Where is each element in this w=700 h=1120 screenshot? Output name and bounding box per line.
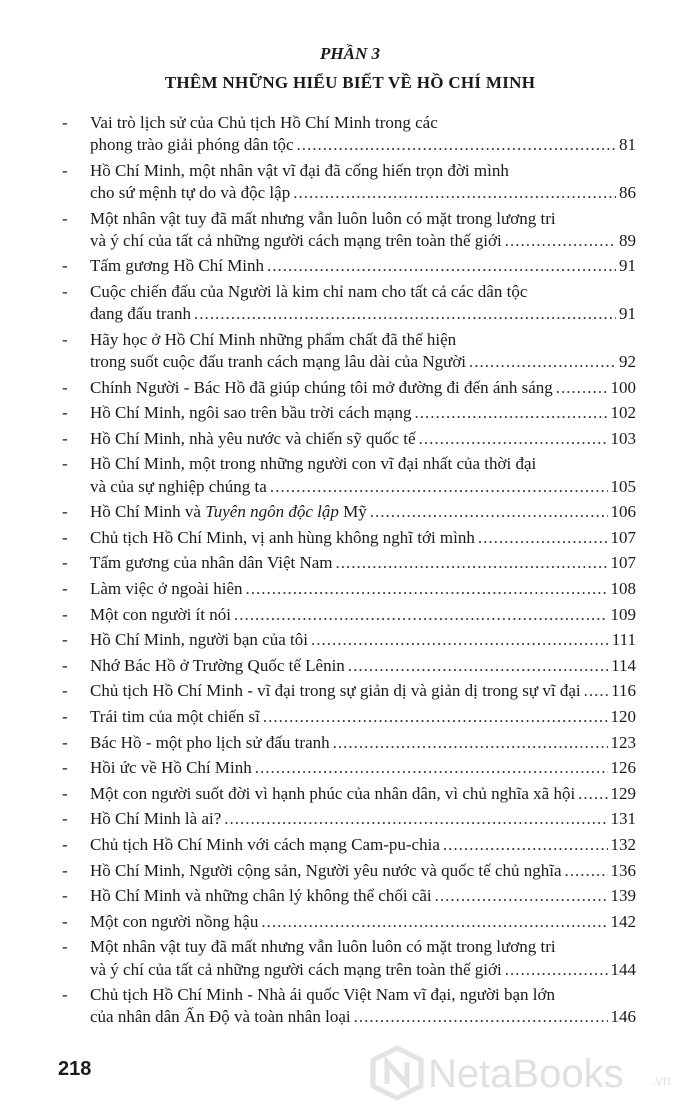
toc-title: Chính Người - Bác Hồ đã giúp chúng tôi mở đường đi đến ánh sáng bbox=[90, 377, 553, 397]
toc-page-number: 116 bbox=[611, 681, 636, 701]
toc-leader-dots bbox=[505, 230, 616, 252]
toc-title: Hồ Chí Minh, người bạn của tôi bbox=[90, 630, 308, 650]
toc-page-number: 89 bbox=[619, 230, 636, 250]
toc-leader-dots bbox=[565, 860, 608, 882]
toc-title: cho sứ mệnh tự do và độc lập bbox=[90, 182, 291, 202]
toc-title: Làm việc ở ngoài hiên bbox=[90, 579, 243, 598]
toc-leader-dots bbox=[293, 182, 616, 204]
toc-title: đang đấu tranh bbox=[90, 304, 192, 324]
toc-title: Một nhân vật tuy đã mất nhưng vẫn luôn luôn có mặt trong lương tri bbox=[90, 208, 556, 228]
toc-title: Trái tim của một chiến sĩ bbox=[90, 707, 260, 726]
toc-line bbox=[90, 1006, 636, 1028]
toc-title: Cuộc chiến đấu của Người là kim chỉ nam cho tất cả các dân tộc bbox=[90, 282, 528, 301]
toc-page-number: 132 bbox=[610, 835, 636, 854]
toc-title: Hồ Chí Minh, ngôi sao trên bầu trời cách mạng bbox=[90, 403, 412, 423]
toc-line bbox=[90, 552, 636, 574]
toc-leader-dots bbox=[478, 527, 608, 549]
toc-page-number: 136 bbox=[610, 860, 636, 880]
toc-page-number: 105 bbox=[610, 476, 636, 496]
toc-page-number: 114 bbox=[611, 655, 636, 675]
toc-title: và của sự nghiệp chúng ta bbox=[90, 476, 267, 496]
toc-page-number: 142 bbox=[610, 911, 636, 931]
toc-line bbox=[90, 959, 636, 981]
toc-bullet: - bbox=[62, 454, 68, 474]
toc-title: Một con người nồng hậu bbox=[90, 911, 259, 931]
toc-line bbox=[90, 860, 636, 882]
toc-bullet: - bbox=[62, 732, 68, 752]
toc-title: Hãy học ở Hồ Chí Minh những phẩm chất đã thể hiện bbox=[90, 329, 457, 349]
toc-bullet: - bbox=[62, 860, 68, 880]
toc-title: Hồ Chí Minh, nhà yêu nước và chiến sỹ quốc tế bbox=[90, 428, 416, 448]
toc-page-number: 106 bbox=[610, 502, 636, 522]
toc-page-number: 146 bbox=[610, 1007, 636, 1027]
toc-page-number: 111 bbox=[611, 630, 636, 650]
toc-leader-dots bbox=[297, 134, 617, 156]
toc-leader-dots bbox=[443, 834, 608, 856]
toc-title: trong suốt cuộc đấu tranh cách mạng lâu dài của Người bbox=[90, 351, 467, 371]
toc-page-number: 81 bbox=[619, 135, 636, 155]
toc-page-number: 107 bbox=[610, 553, 636, 573]
toc-page-number: 100 bbox=[610, 377, 636, 397]
italic-title: Tuyên ngôn độc lập bbox=[205, 502, 339, 522]
toc-page-number: 108 bbox=[610, 579, 636, 598]
toc-line bbox=[90, 134, 636, 156]
toc-leader-dots bbox=[255, 757, 608, 779]
toc-line bbox=[90, 255, 636, 277]
toc-title: Chủ tịch Hồ Chí Minh với cách mạng Cam-pu-chia bbox=[90, 835, 440, 854]
toc-page-number: 139 bbox=[610, 886, 636, 906]
toc-page-number: 123 bbox=[610, 732, 636, 752]
toc-leader-dots bbox=[415, 402, 608, 424]
toc-line bbox=[90, 578, 636, 600]
toc-line bbox=[90, 604, 636, 626]
page-number: 218 bbox=[58, 1058, 92, 1080]
toc-bullet: - bbox=[62, 937, 68, 957]
toc-page-number: 91 bbox=[619, 256, 636, 276]
part-title: THÊM NHỮNG HIỂU BIẾT VỀ HỒ CHÍ MINH bbox=[164, 73, 536, 92]
toc-leader-dots bbox=[584, 680, 609, 702]
toc-bullet: - bbox=[62, 707, 68, 726]
toc-leader-dots bbox=[419, 428, 608, 450]
toc-page-number: 144 bbox=[610, 959, 636, 979]
toc-page-number: 109 bbox=[610, 604, 636, 624]
toc-bullet: - bbox=[62, 604, 68, 624]
toc-line bbox=[90, 680, 636, 702]
toc-line bbox=[90, 160, 636, 182]
part-label: PHẦN 3 bbox=[320, 44, 380, 63]
toc-bullet: - bbox=[62, 403, 68, 423]
toc-line bbox=[90, 911, 636, 933]
toc-title: phong trào giải phóng dân tộc bbox=[90, 135, 294, 155]
toc-title: Vai trò lịch sử của Chủ tịch Hồ Chí Minh trong các bbox=[90, 113, 438, 132]
toc-line bbox=[90, 329, 636, 351]
toc-leader-dots bbox=[234, 604, 608, 626]
toc-leader-dots bbox=[261, 911, 607, 933]
toc-title: Tấm gương Hồ Chí Minh bbox=[90, 256, 265, 276]
toc-title: và ý chí của tất cả những người cách mạng trên toàn thế giới bbox=[90, 230, 502, 250]
toc-bullet: - bbox=[62, 630, 68, 650]
toc-leader-dots bbox=[336, 552, 608, 574]
toc-line bbox=[90, 527, 636, 549]
toc-page-number: 107 bbox=[610, 527, 636, 547]
toc-title: Hồ Chí Minh, một nhân vật vĩ đại đã cống hiến trọn đời mình bbox=[90, 160, 509, 180]
toc-leader-dots bbox=[224, 808, 607, 830]
toc-bullet: - bbox=[62, 985, 68, 1005]
toc-title: Hồi ức về Hồ Chí Minh bbox=[90, 758, 252, 778]
toc-bullet: - bbox=[62, 527, 68, 547]
toc-bullet: - bbox=[62, 282, 68, 301]
toc-bullet: - bbox=[62, 886, 68, 906]
toc-line bbox=[90, 428, 636, 450]
toc-line bbox=[90, 182, 636, 204]
toc-leader-dots bbox=[556, 377, 608, 399]
toc-title: Nhớ Bác Hồ ở Trường Quốc tế Lênin bbox=[90, 655, 345, 675]
watermark bbox=[370, 1044, 690, 1104]
toc-line bbox=[90, 706, 636, 728]
toc-line bbox=[90, 885, 636, 907]
toc-bullet: - bbox=[62, 783, 68, 803]
toc-line bbox=[90, 936, 636, 958]
toc-page-number: 131 bbox=[610, 809, 636, 829]
toc-leader-dots bbox=[505, 959, 608, 981]
toc-page-number: 126 bbox=[610, 758, 636, 778]
watermark-brand: NetaBooks bbox=[428, 1052, 624, 1096]
toc-leader-dots bbox=[354, 1006, 608, 1028]
toc-title: Chủ tịch Hồ Chí Minh - vĩ đại trong sự giản dị và giản dị trong sự vĩ đại bbox=[90, 681, 581, 701]
toc-line bbox=[90, 112, 636, 134]
toc-page-number: 129 bbox=[610, 783, 636, 803]
toc-line bbox=[90, 732, 636, 754]
toc-line bbox=[90, 476, 636, 498]
netabooks-logo-icon bbox=[370, 1046, 424, 1100]
toc-bullet: - bbox=[62, 208, 68, 228]
toc-line bbox=[90, 629, 636, 651]
toc-line bbox=[90, 783, 636, 805]
toc-line bbox=[90, 655, 636, 677]
toc-title: của nhân dân Ấn Độ và toàn nhân loại bbox=[90, 1007, 351, 1027]
toc-leader-dots bbox=[246, 578, 608, 600]
toc-title: Chủ tịch Hồ Chí Minh - Nhà ái quốc Việt Nam vĩ đại, người bạn lớn bbox=[90, 985, 555, 1005]
toc-title: và ý chí của tất cả những người cách mạng trên toàn thế giới bbox=[90, 959, 502, 979]
toc-page-number: 91 bbox=[619, 304, 636, 324]
toc-page-number: 103 bbox=[610, 428, 636, 448]
toc-page-number: 120 bbox=[610, 707, 636, 726]
toc-bullet: - bbox=[62, 113, 68, 132]
toc-leader-dots bbox=[194, 303, 616, 325]
toc-bullet: - bbox=[62, 911, 68, 931]
toc-bullet: - bbox=[62, 758, 68, 778]
toc-line bbox=[90, 402, 636, 424]
toc-leader-dots bbox=[311, 629, 609, 651]
toc-line bbox=[90, 834, 636, 856]
toc-line bbox=[90, 281, 636, 303]
toc-title: Hồ Chí Minh và những chân lý không thể chối cãi bbox=[90, 886, 432, 906]
toc-leader-dots bbox=[435, 885, 608, 907]
toc-leader-dots bbox=[270, 476, 608, 498]
toc-leader-dots bbox=[370, 501, 608, 523]
toc-line bbox=[90, 230, 636, 252]
toc-title: Một nhân vật tuy đã mất nhưng vẫn luôn luôn có mặt trong lương tri bbox=[90, 937, 556, 957]
toc-bullet: - bbox=[62, 553, 68, 573]
toc-line bbox=[90, 377, 636, 399]
toc-line bbox=[90, 984, 636, 1006]
toc-leader-dots bbox=[578, 783, 607, 805]
toc-line bbox=[90, 453, 636, 475]
toc-leader-dots bbox=[333, 732, 608, 754]
toc-line bbox=[90, 208, 636, 230]
toc-bullet: - bbox=[62, 428, 68, 448]
toc-line bbox=[90, 808, 636, 830]
toc-title: Hồ Chí Minh là ai? bbox=[90, 809, 222, 829]
toc-leader-dots bbox=[469, 351, 616, 373]
toc-page-number: 102 bbox=[610, 403, 636, 423]
toc-page-number: 92 bbox=[619, 351, 636, 371]
toc-leader-dots bbox=[267, 255, 616, 277]
toc-line bbox=[90, 757, 636, 779]
toc-bullet: - bbox=[62, 377, 68, 397]
toc-leader-dots bbox=[263, 706, 608, 728]
toc-bullet: - bbox=[62, 579, 68, 598]
toc-title: Tấm gương của nhân dân Việt Nam bbox=[90, 553, 333, 573]
toc-line bbox=[90, 501, 636, 523]
toc-title: Bác Hồ - một pho lịch sử đấu tranh bbox=[90, 732, 330, 752]
toc-title: Hồ Chí Minh, Người cộng sản, Người yêu nước và quốc tế chủ nghĩa bbox=[90, 860, 562, 880]
toc-title: Hồ Chí Minh và Tuyên ngôn độc lập Mỹ bbox=[90, 502, 367, 522]
watermark-suffix: .vn bbox=[652, 1072, 671, 1088]
toc-line bbox=[90, 351, 636, 373]
toc-bullet: - bbox=[62, 329, 68, 349]
toc-bullet: - bbox=[62, 256, 68, 276]
toc-leader-dots bbox=[348, 655, 608, 677]
toc-bullet: - bbox=[62, 809, 68, 829]
toc-bullet: - bbox=[62, 655, 68, 675]
toc-page-number: 86 bbox=[619, 182, 636, 202]
toc-title: Một con người ít nói bbox=[90, 604, 231, 624]
toc-title: Chủ tịch Hồ Chí Minh, vị anh hùng không nghĩ tới mình bbox=[90, 527, 475, 547]
toc-bullet: - bbox=[62, 681, 68, 701]
toc-bullet: - bbox=[62, 835, 68, 854]
toc-bullet: - bbox=[62, 160, 68, 180]
toc-bullet: - bbox=[62, 502, 68, 522]
toc-title: Một con người suốt đời vì hạnh phúc của nhân dân, vì chủ nghĩa xã hội bbox=[90, 783, 576, 803]
toc-title: Hồ Chí Minh, một trong những người con vĩ đại nhất của thời đại bbox=[90, 454, 537, 474]
toc-line bbox=[90, 303, 636, 325]
